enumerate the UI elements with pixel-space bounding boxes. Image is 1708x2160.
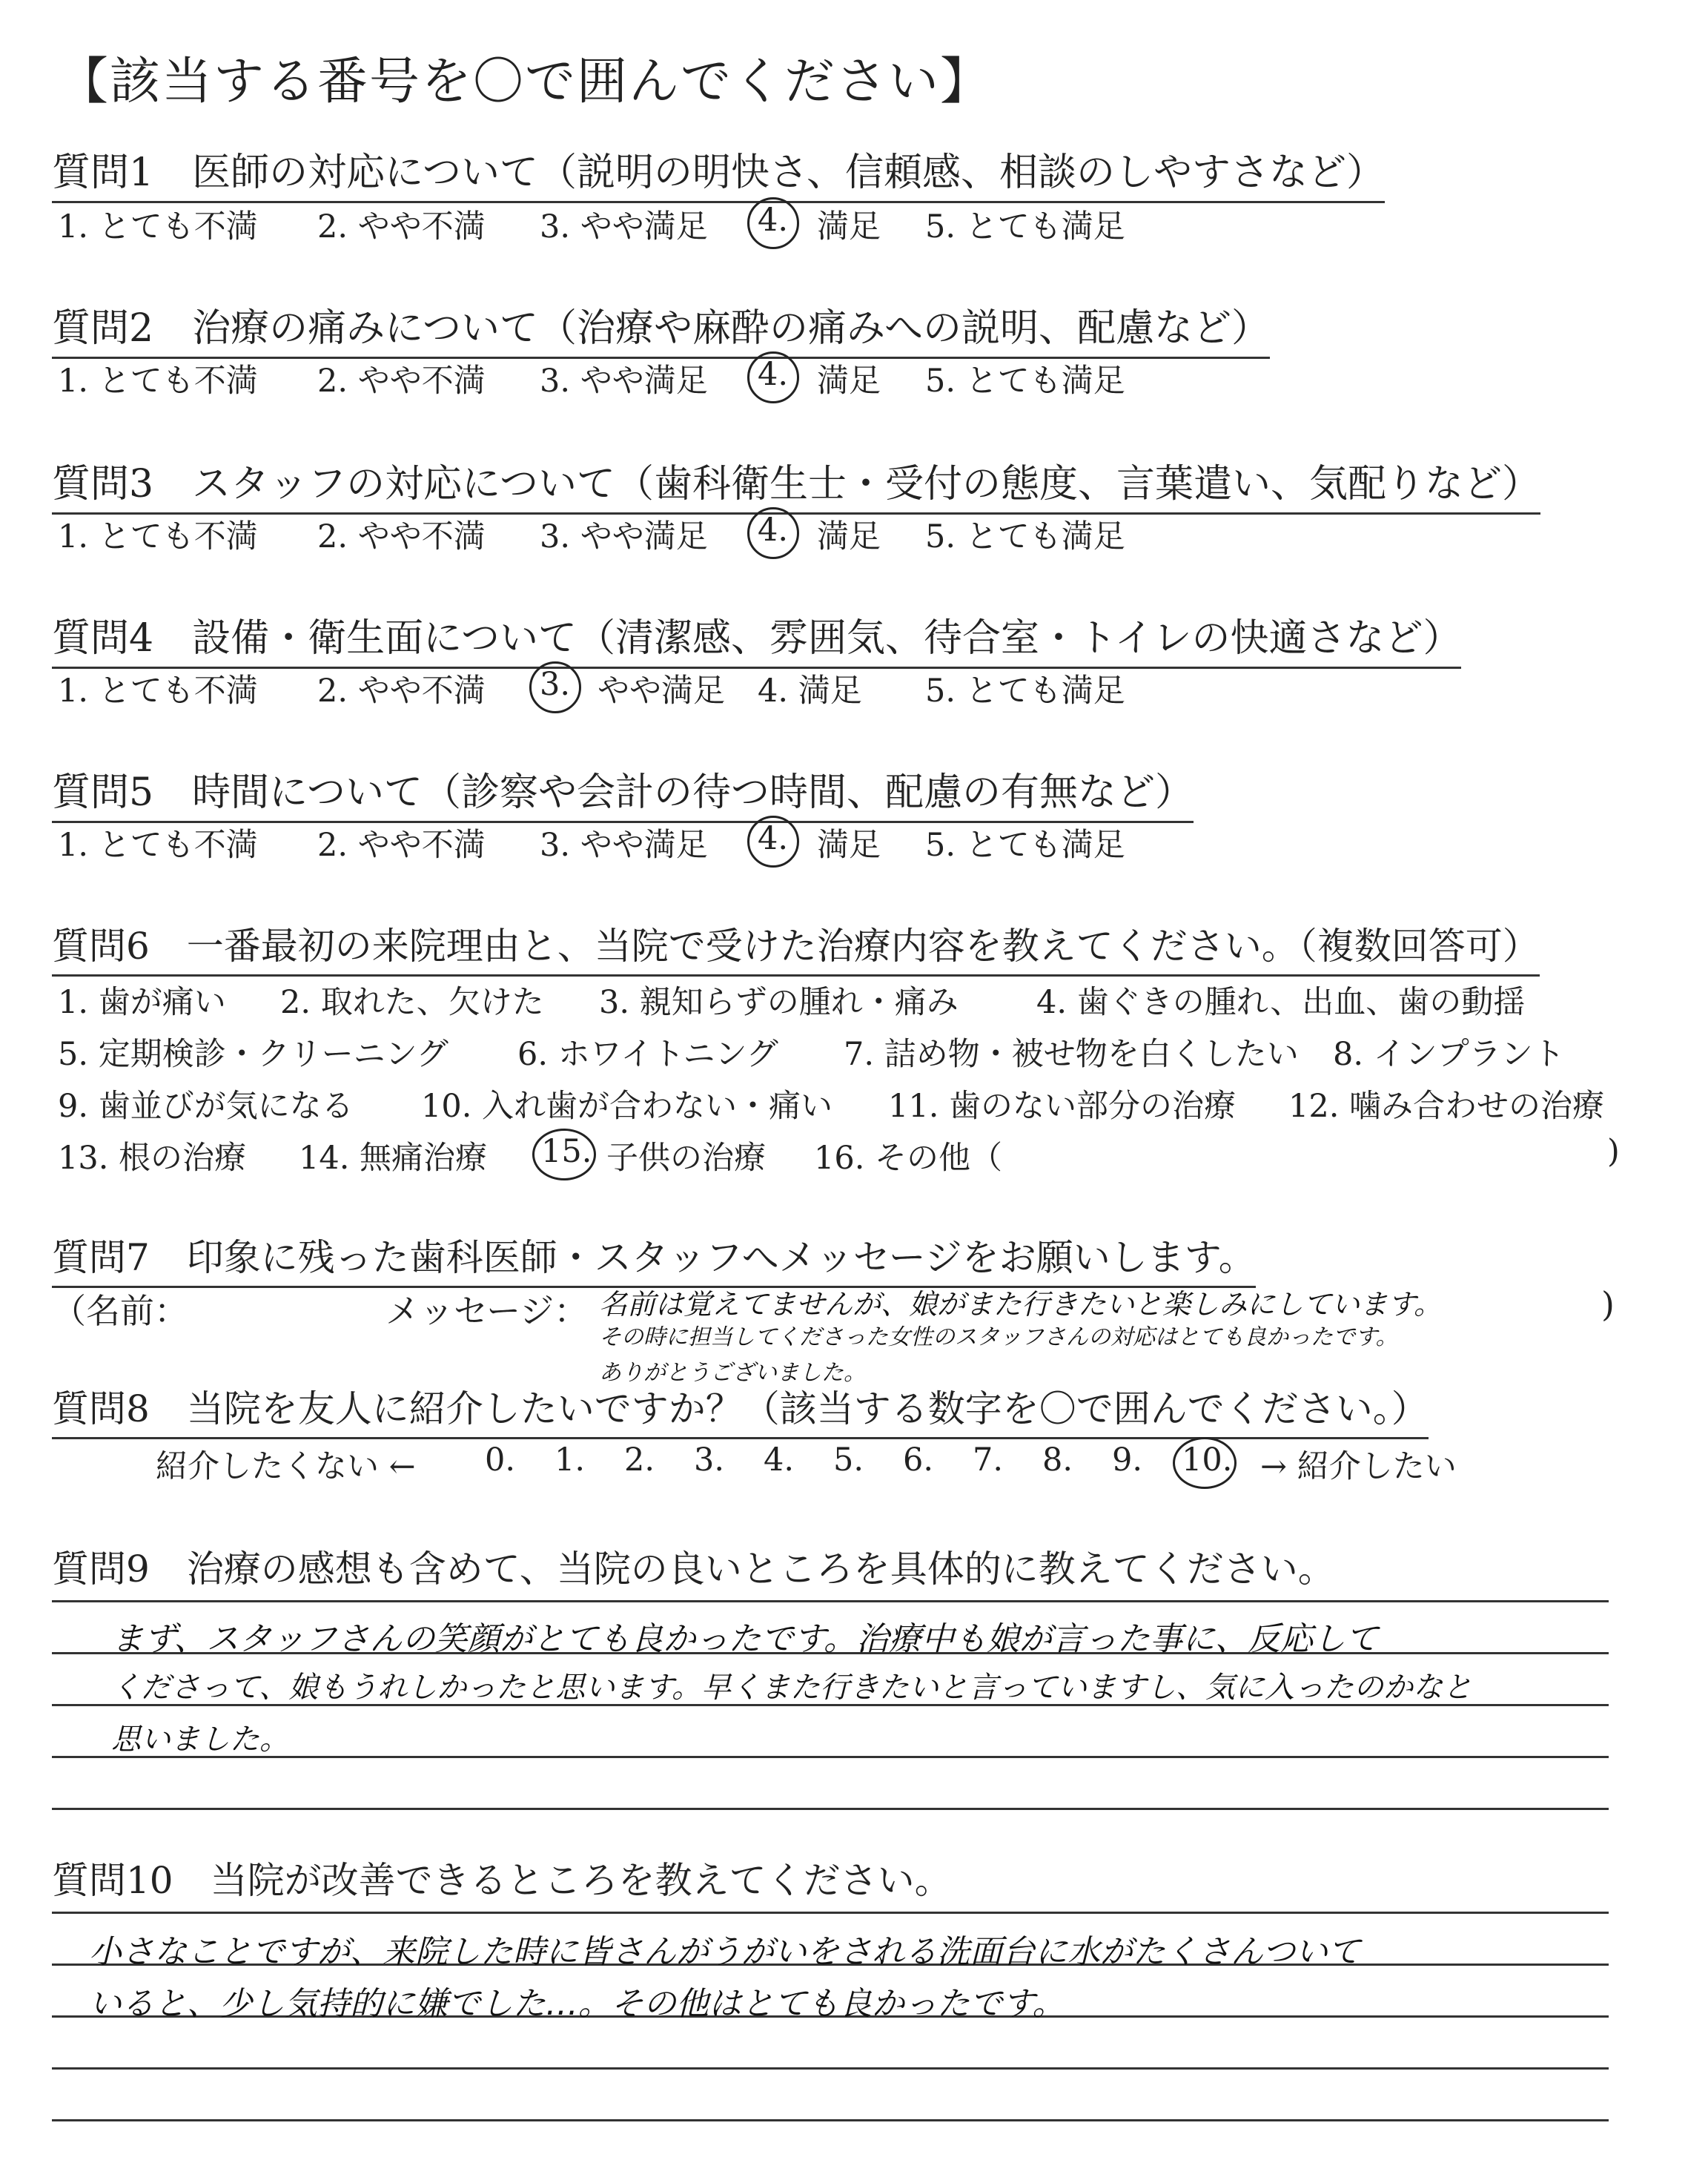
q4-option-1[interactable]: 1. とても不満 <box>58 673 258 710</box>
q1-option-2[interactable]: 2. やや不満 <box>317 208 486 245</box>
q6-option-2[interactable]: 2. 取れた、欠けた <box>280 984 544 1021</box>
q1-option-4-label[interactable]: 満足 <box>817 208 881 245</box>
q7-close-paren: ) <box>1601 1284 1615 1324</box>
q6-option-13[interactable]: 13. 根の治療 <box>58 1140 247 1177</box>
q2-option-4-circled[interactable]: 4. <box>758 356 789 393</box>
q8-option-4[interactable]: 4. <box>764 1441 795 1479</box>
q3-option-1[interactable]: 1. とても不満 <box>58 518 258 555</box>
q8-right-label: → 紹介したい <box>1260 1448 1457 1485</box>
q6-option-14[interactable]: 14. 無痛治療 <box>299 1140 488 1177</box>
q5-option-2[interactable]: 2. やや不満 <box>317 827 486 864</box>
q1-option-3[interactable]: 3. やや満足 <box>540 208 708 245</box>
q6-option-10[interactable]: 10. 入れ歯が合わない・痛い <box>421 1088 833 1125</box>
q6-option-7[interactable]: 7. 詰め物・被せ物を白くしたい <box>844 1036 1299 1073</box>
q3-option-5[interactable]: 5. とても満足 <box>925 518 1125 555</box>
form-header: 【該当する番号を〇で囲んでください】 <box>58 53 993 111</box>
q3-option-3[interactable]: 3. やや満足 <box>540 518 708 555</box>
q9-rule-1 <box>52 1600 1609 1602</box>
question-8-title: 質問8 当院を友人に紹介したいですか？（該当する数字を〇で囲んでください。） <box>52 1379 1429 1439</box>
q7-message-line-2[interactable]: その時に担当してくださった女性のスタッフさんの対応はとても良かったです。 <box>599 1324 1398 1350</box>
q7-message-label: メッセージ： <box>385 1291 589 1331</box>
q6-option-15-label[interactable]: 子供の治療 <box>606 1140 766 1177</box>
q1-option-4-circled[interactable]: 4. <box>758 202 789 239</box>
q6-option-12[interactable]: 12. 噛み合わせの治療 <box>1288 1088 1605 1125</box>
q6-option-11[interactable]: 11. 歯のない部分の治療 <box>888 1088 1237 1125</box>
q10-answer-line-1[interactable]: 小さなことですが、来院した時に皆さんがうがいをされる洗面台に水がたくさんついて <box>89 1933 1361 1971</box>
q4-option-4[interactable]: 4. 満足 <box>758 673 862 710</box>
q5-option-3[interactable]: 3. やや満足 <box>540 827 708 864</box>
q6-option-1[interactable]: 1. 歯が痛い <box>58 984 226 1021</box>
q8-option-1[interactable]: 1. <box>555 1441 586 1479</box>
q5-option-4-circled[interactable]: 4. <box>758 820 789 857</box>
q9-answer-line-3[interactable]: 思いました。 <box>111 1723 289 1757</box>
q3-option-4-label[interactable]: 満足 <box>817 518 881 555</box>
q8-option-9[interactable]: 9. <box>1112 1441 1143 1479</box>
q2-option-5[interactable]: 5. とても満足 <box>925 363 1125 400</box>
q4-option-5[interactable]: 5. とても満足 <box>925 673 1125 710</box>
q6-option-8[interactable]: 8. インプラント <box>1333 1036 1565 1073</box>
q9-answer-line-2[interactable]: くださって、娘もうれしかったと思います。早くまた行きたいと言っていますし、気に入ったのかなと <box>111 1671 1472 1705</box>
q1-option-1[interactable]: 1. とても不満 <box>58 208 258 245</box>
question-4-title: 質問4 設備・衛生面について（清潔感、雰囲気、待合室・トイレの快適さなど） <box>52 607 1461 669</box>
q6-option-3[interactable]: 3. 親知らずの腫れ・痛み <box>599 984 959 1021</box>
q3-option-2[interactable]: 2. やや不満 <box>317 518 486 555</box>
q2-option-3[interactable]: 3. やや満足 <box>540 363 708 400</box>
q10-answer-line-2[interactable]: いると、少し気持的に嫌でした…。その他はとても良かったです。 <box>89 1985 1065 2023</box>
q8-option-3[interactable]: 3. <box>694 1441 725 1479</box>
q2-option-1[interactable]: 1. とても不満 <box>58 363 258 400</box>
q6-option-4[interactable]: 4. 歯ぐきの腫れ、出血、歯の動揺 <box>1036 984 1526 1021</box>
question-5-title: 質問5 時間について（診察や会計の待つ時間、配慮の有無など） <box>52 761 1194 823</box>
question-1-title: 質問1 医師の対応について（説明の明快さ、信頼感、相談のしやすさなど） <box>52 141 1385 203</box>
q8-option-7[interactable]: 7. <box>973 1441 1004 1479</box>
question-2-title: 質問2 治療の痛みについて（治療や麻酔の痛みへの説明、配慮など） <box>52 297 1270 359</box>
q10-rule-5 <box>52 2119 1609 2121</box>
question-3-title: 質問3 スタッフの対応について（歯科衛生士・受付の態度、言葉遣い、気配りなど） <box>52 452 1540 515</box>
q9-answer-line-1[interactable]: まず、スタッフさんの笑顔がとても良かったです。治療中も娘が言った事に、反応して <box>111 1620 1378 1658</box>
q10-rule-4 <box>52 2067 1609 2070</box>
q6-option-16[interactable]: 16. その他（ <box>814 1140 1003 1177</box>
q6-option-15-circled[interactable]: 15. <box>541 1133 592 1170</box>
q8-option-0[interactable]: 0. <box>485 1441 516 1479</box>
q6-option-16-close: ) <box>1607 1133 1620 1170</box>
q4-option-3-label[interactable]: やや満足 <box>598 673 725 710</box>
q2-option-4-label[interactable]: 満足 <box>817 363 881 400</box>
q1-option-5[interactable]: 5. とても満足 <box>925 208 1125 245</box>
q8-option-8[interactable]: 8. <box>1042 1441 1073 1479</box>
q6-option-9[interactable]: 9. 歯並びが気になる <box>58 1088 354 1125</box>
question-10-title: 質問10 当院が改善できるところを教えてください。 <box>52 1859 952 1902</box>
q5-option-1[interactable]: 1. とても不満 <box>58 827 258 864</box>
q8-option-10-circled[interactable]: 10. <box>1182 1441 1233 1479</box>
q3-option-4-circled[interactable]: 4. <box>758 512 789 549</box>
q8-option-2[interactable]: 2. <box>624 1441 655 1479</box>
q8-option-5[interactable]: 5. <box>833 1441 864 1479</box>
q4-option-2[interactable]: 2. やや不満 <box>317 673 486 710</box>
q7-message-line-3[interactable]: ありがとうございました。 <box>599 1360 866 1386</box>
question-6-title: 質問6 一番最初の来院理由と、当院で受けた治療内容を教えてください。（複数回答可） <box>52 916 1540 977</box>
q7-name-label: （名前： <box>52 1291 188 1331</box>
q10-rule-1 <box>52 1912 1609 1914</box>
q5-option-5[interactable]: 5. とても満足 <box>925 827 1125 864</box>
q6-option-5[interactable]: 5. 定期検診・クリーニング <box>58 1036 448 1073</box>
question-7-title: 質問7 印象に残った歯科医師・スタッフへメッセージをお願いします。 <box>52 1228 1256 1288</box>
q8-option-6[interactable]: 6. <box>903 1441 934 1479</box>
q9-rule-5 <box>52 1808 1609 1810</box>
q7-message-line-1[interactable]: 名前は覚えてませんが、娘がまた行きたいと楽しみにしています。 <box>599 1288 1442 1321</box>
question-9-title: 質問9 治療の感想も含めて、当院の良いところを具体的に教えてください。 <box>52 1548 1335 1591</box>
q5-option-4-label[interactable]: 満足 <box>817 827 881 864</box>
q6-option-6[interactable]: 6. ホワイトニング <box>517 1036 778 1073</box>
q4-option-3-circled[interactable]: 3. <box>540 666 571 703</box>
q8-left-label: 紹介したくない ← <box>156 1448 416 1485</box>
q2-option-2[interactable]: 2. やや不満 <box>317 363 486 400</box>
